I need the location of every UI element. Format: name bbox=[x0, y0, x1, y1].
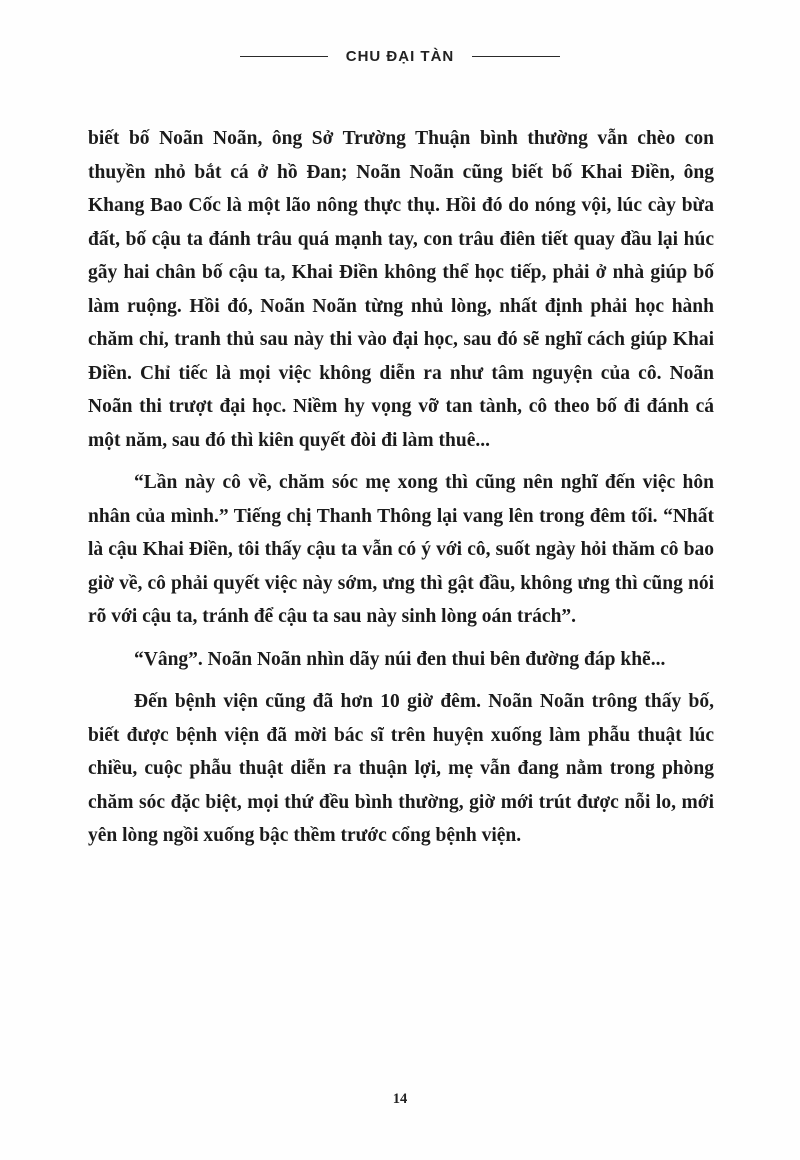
paragraph: Đến bệnh viện cũng đã hơn 10 giờ đêm. Noãn Noãn trông thấy bố, biết được bệnh viện đã mời bác sĩ trên huyện xuống làm phẫu thuật lúc chiều, cuộc phẫu thuật diễn ra thuận lợi, mẹ vẫn đang nằm trong phòng chăm sóc đặc biệt, mọi thứ đều bình thường, giờ mới trút được nỗi lo, mới yên lòng ngồi xuống bậc thềm trước cổng bệnh viện. bbox=[88, 691, 714, 846]
running-header bbox=[0, 48, 800, 65]
paragraph: “Vâng”. Noãn Noãn nhìn dãy núi đen thui bên đường đáp khẽ... bbox=[134, 648, 666, 670]
paragraph: “Lần này cô về, chăm sóc mẹ xong thì cũng nên nghĩ đến việc hôn nhân của mình.” Tiếng chị Thanh Thông lại vang lên trong đêm tối. “Nhất là cậu Khai Điền, tôi thấy cậu ta vẫn có ý với cô, suốt ngày hỏi thăm cô bao giờ về, cô phải quyết việc này sớm, ưng thì gật đầu, không ưng thì cũng nói rõ với cậu ta, tránh để cậu ta sau này sinh lòng oán trách”. bbox=[88, 472, 714, 627]
page-number: 14 bbox=[392, 1091, 408, 1107]
header-rule-right bbox=[472, 56, 560, 57]
paragraph: biết bố Noãn Noãn, ông Sở Trường Thuận bình thường vẫn chèo con thuyền nhỏ bắt cá ở hồ Đan; Noãn Noãn cũng biết bố Khai Điền, ông Khang Bao Cốc là một lão nông thực thụ. Hồi đó do nóng vội, lúc cày bừa đất, bố cậu ta đánh trâu quá mạnh tay, con trâu điên tiết quay đầu lại húc gãy hai chân bố cậu ta, Khai Điền không thể học tiếp, phải ở nhà giúp bố làm ruộng. Hồi đó, Noãn Noãn từng nhủ lòng, nhất định phải học hành chăm chỉ, tranh thủ sau này thi vào đại học, sau đó sẽ nghĩ cách giúp Khai Điền. Chỉ tiếc là mọi việc không diễn ra như tâm nguyện của cô. Noãn Noãn thi trượt đại học. Niềm hy vọng vỡ tan tành, cô theo bố đi đánh cá một năm, sau đó thì kiên quyết đòi đi làm thuê... bbox=[88, 128, 714, 451]
header-rule-left bbox=[240, 56, 328, 57]
running-header-title: CHU ĐẠI TÀN bbox=[345, 48, 455, 65]
body-text-block bbox=[88, 122, 714, 862]
